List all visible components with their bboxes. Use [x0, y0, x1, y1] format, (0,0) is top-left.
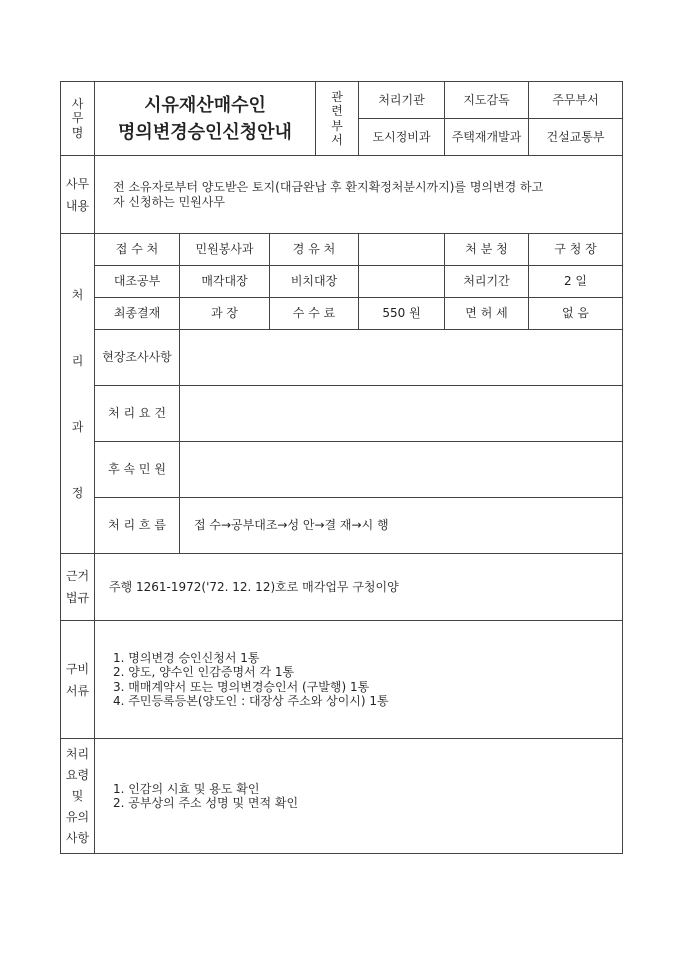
supervision-header: 지도감독 — [445, 82, 529, 119]
processing-agency-value: 도시정비과 — [359, 119, 445, 156]
list-item: 4. 주민등록등본(양도인 : 대장상 주소와 상이시) 1통 — [113, 693, 389, 708]
license-tax-value: 없 음 — [529, 298, 623, 330]
ledger-label: 대조공부 — [95, 266, 180, 298]
fee-label: 수 수 료 — [270, 298, 359, 330]
period-label: 처리기간 — [445, 266, 529, 298]
ledger-value: 매각대장 — [180, 266, 270, 298]
flow-label: 처 리 흐 름 — [95, 498, 180, 554]
office-name-label: 사 무 명 — [61, 82, 95, 156]
document-title: 시유재산매수인 명의변경승인신청안내 — [95, 82, 316, 156]
kept-ledger-value — [359, 266, 445, 298]
license-tax-label: 면 허 세 — [445, 298, 529, 330]
legal-basis-label: 근거 법규 — [61, 554, 95, 621]
notes-label: 처리 요령 및 유의 사항 — [61, 739, 95, 854]
requirements-label: 처 리 요 건 — [95, 386, 180, 442]
main-dept-value: 건설교통부 — [529, 119, 623, 156]
content-text: 전 소유자로부터 양도받은 토지(대금완납 후 환지확정처분시까지)를 명의변경 하고 자 신청하는 민원사무 — [95, 156, 623, 234]
process-label: 처 리 과 정 — [61, 234, 95, 554]
list-item: 2. 양도, 양수인 인감증명서 각 1통 — [113, 665, 295, 680]
required-docs-list — [95, 621, 623, 739]
supervision-value: 주택재개발과 — [445, 119, 529, 156]
authority-label: 처 분 청 — [445, 234, 529, 266]
final-approval-value: 과 장 — [180, 298, 270, 330]
guide-form — [60, 81, 623, 854]
main-dept-header: 주무부서 — [529, 82, 623, 119]
related-dept-label: 관 련 부 서 — [316, 82, 359, 156]
reception-value: 민원봉사과 — [180, 234, 270, 266]
final-approval-label: 최종결재 — [95, 298, 180, 330]
list-item: 1. 명의변경 승인신청서 1통 — [113, 650, 260, 665]
list-item: 1. 인감의 시효 및 용도 확인 — [113, 781, 260, 796]
fee-value: 550 원 — [359, 298, 445, 330]
list-item: 2. 공부상의 주소 성명 및 면적 확인 — [113, 796, 299, 810]
field-survey-label: 현장조사사항 — [95, 330, 180, 386]
list-item: 3. 매매계약서 또는 명의변경승인서 (구발행) 1통 — [113, 679, 370, 694]
requirements-value — [180, 386, 623, 442]
content-label: 사무 내용 — [61, 156, 95, 234]
authority-value: 구 청 장 — [529, 234, 623, 266]
via-label: 경 유 처 — [270, 234, 359, 266]
period-value: 2 일 — [529, 266, 623, 298]
kept-ledger-label: 비치대장 — [270, 266, 359, 298]
followup-value — [180, 442, 623, 498]
followup-label: 후 속 민 원 — [95, 442, 180, 498]
required-docs-label: 구비 서류 — [61, 621, 95, 739]
flow-value: 접 수→공부대조→성 안→결 재→시 행 — [180, 498, 623, 554]
via-value — [359, 234, 445, 266]
reception-label: 접 수 처 — [95, 234, 180, 266]
legal-basis-text: 주행 1261-1972('72. 12. 12)호로 매각업무 구청이양 — [95, 554, 623, 621]
processing-agency-header: 처리기관 — [359, 82, 445, 119]
notes-list — [95, 739, 623, 854]
field-survey-value — [180, 330, 623, 386]
